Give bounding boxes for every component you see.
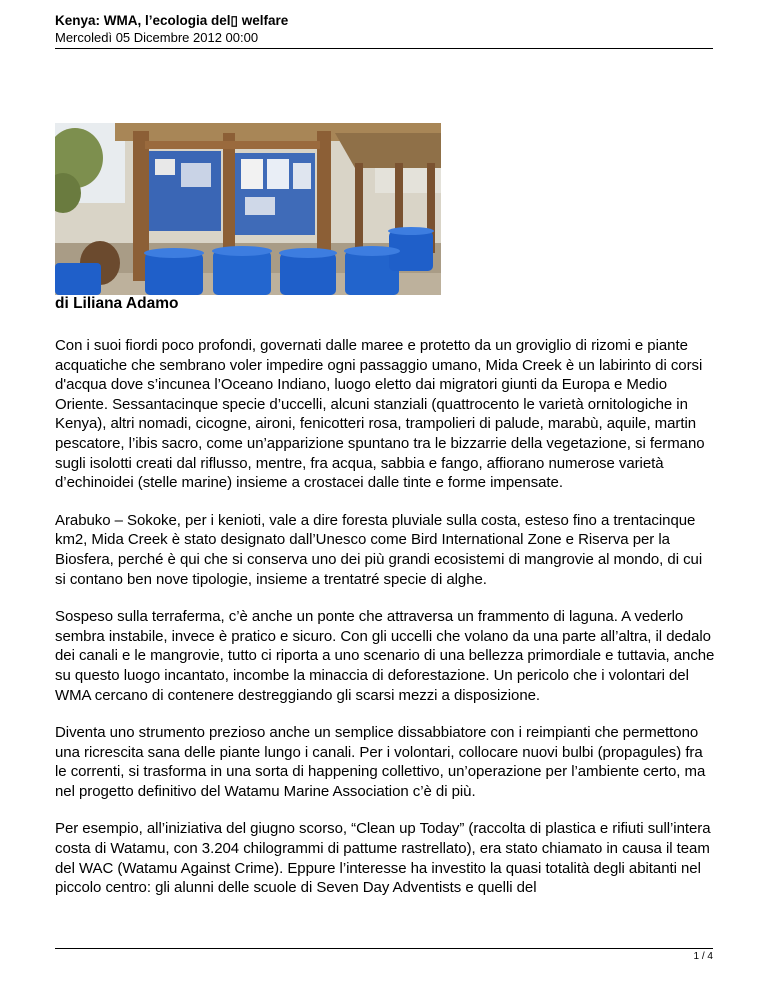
publish-date: Mercoledì 05 Dicembre 2012 00:00 [55,30,259,45]
photo-illustration [55,123,441,295]
paragraph: Per esempio, all’iniziativa del giugno scorso, “Clean up Today” (raccolta di plastica e rifiuti sull’intera costa di Watamu, con 3.204 chilogrammi di pattume rastrellato), era stato chiamato in causa il team del WAC (Watamu Against Crime). Eppure l’interesse ha investito la quasi totalità degli abitanti nel piccolo centro: gli alunni delle scuole di Seven Day Adventists e quelli del [55,820,711,897]
byline: di Liliana Adamo [55,295,179,312]
footer-divider [55,948,713,949]
document-header [55,13,713,46]
page-number: 1 / 4 [693,951,713,962]
article-photo [55,123,441,295]
paragraph: Arabuko – Sokoke, per i kenioti, vale a dire foresta pluviale sulla costa, esteso fino a trentacinque km2, Mida Creek è stato designato dall’Unesco come Bird International Zone e Riserva per la Biosfera, perché è qui che si conserva uno dei più grandi ecosistemi di mangrovie al mondo, di cui si contano ben nove tipologie, insieme a trentatré specie di alghe. [55,511,703,588]
paragraph: Diventa uno strumento prezioso anche un semplice dissabbiatore con i reimpianti che permettono una ricrescita sana delle piante lungo i canali. Per i volontari, collocare nuovi bulbi (propagules) fra le correnti, si trasforma in una sorta di happening collettivo, un’operazione per l’ambiente certo, ma nel progetto definitivo del Watamu Marine Association c’è di più. [55,724,706,800]
paragraph: Con i suoi fiordi poco profondi, governati dalle maree e protetto da un groviglio di rizomi e piante acquatiche che sembrano voler impedire ogni passaggio umano, Mida Creek è un labirinto di corsi d'acqua dove s’incunea l’Oceano Indiano, luogo eletto dai migratori giunti da Europa e Medio Oriente. Sessantacinque specie d’uccelli, alcuni stanziali (quattrocento le varietà ornitologiche in Kenya), altri nomadi, cicogne, aironi, fenicotteri rosa, trampolieri di palude, marabù, aquile, martin pescatore, l’ibis sacro, come un’apparizione spuntano tra le bizzarrie della vegetazione, si fermano sugli isolotti creati dal riflusso, mentre, fra acqua, sabbia e fango, affiorano numerose varietà d’echinoidei (stelle marine) insieme a crostacei dalle tinte e forme impensate. [55,337,705,492]
article-body [55,336,715,916]
header-divider [55,48,713,49]
paragraph: Sospeso sulla terraferma, c’è anche un ponte che attraversa un frammento di laguna. A vederlo sembra instabile, invece è pratico e sicuro. Con gli uccelli che volano da una parte all’altra, il dedalo dei canali e le mangrovie, tutto ci riporta a uno scenario di una bellezza primordiale e tuttavia, anche su questo luogo incantato, incombe la minaccia di deforestazione. Un pericolo che i volontari del WMA cercano di contenere destreggiando gli scarsi mezzi a disposizione. [55,608,715,704]
article-title: Kenya: WMA, l’ecologia del▯ welfare [55,13,289,28]
